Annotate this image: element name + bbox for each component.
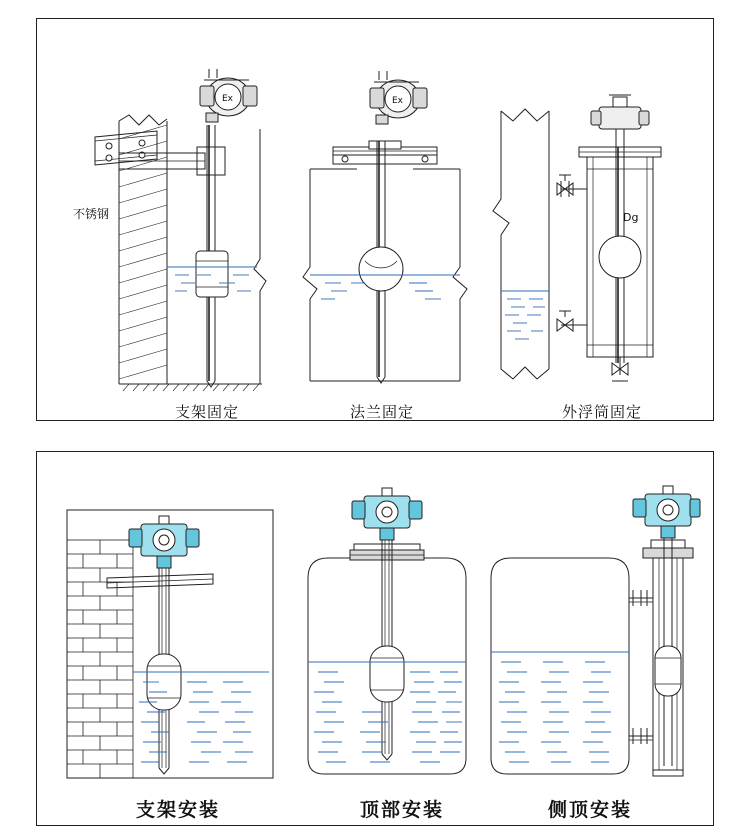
figure-side-top-mount	[485, 482, 700, 784]
svg-text:Dg: Dg	[623, 211, 639, 224]
caption-flange-fixed: 法兰固定	[349, 403, 414, 421]
figure-bracket-fixed	[57, 29, 272, 389]
figure-bracket-mount	[63, 502, 278, 784]
figure-external-chamber-drawing	[483, 29, 698, 389]
figure-flange-fixed	[285, 29, 485, 389]
figure-flange-fixed-drawing	[285, 29, 485, 389]
bottom-panel	[36, 451, 714, 826]
figure-top-mount	[292, 482, 482, 784]
svg-text:Ex: Ex	[392, 96, 404, 106]
top-panel	[36, 18, 714, 421]
figure-bracket-mount-drawing	[63, 502, 278, 784]
caption-side-top-mount: 侧顶安装	[547, 799, 632, 821]
figure-external-chamber-fixed	[483, 29, 698, 389]
figure-side-top-mount-drawing	[485, 482, 700, 784]
figure-top-mount-drawing	[292, 482, 482, 784]
label-stainless-steel: 不锈钢	[73, 207, 110, 221]
caption-external-chamber-fixed: 外浮筒固定	[561, 403, 642, 421]
caption-bracket-fixed: 支架固定	[174, 403, 239, 421]
caption-top-mount: 顶部安装	[359, 799, 444, 821]
svg-text:Ex: Ex	[222, 94, 234, 104]
caption-bracket-mount: 支架安装	[135, 799, 220, 821]
